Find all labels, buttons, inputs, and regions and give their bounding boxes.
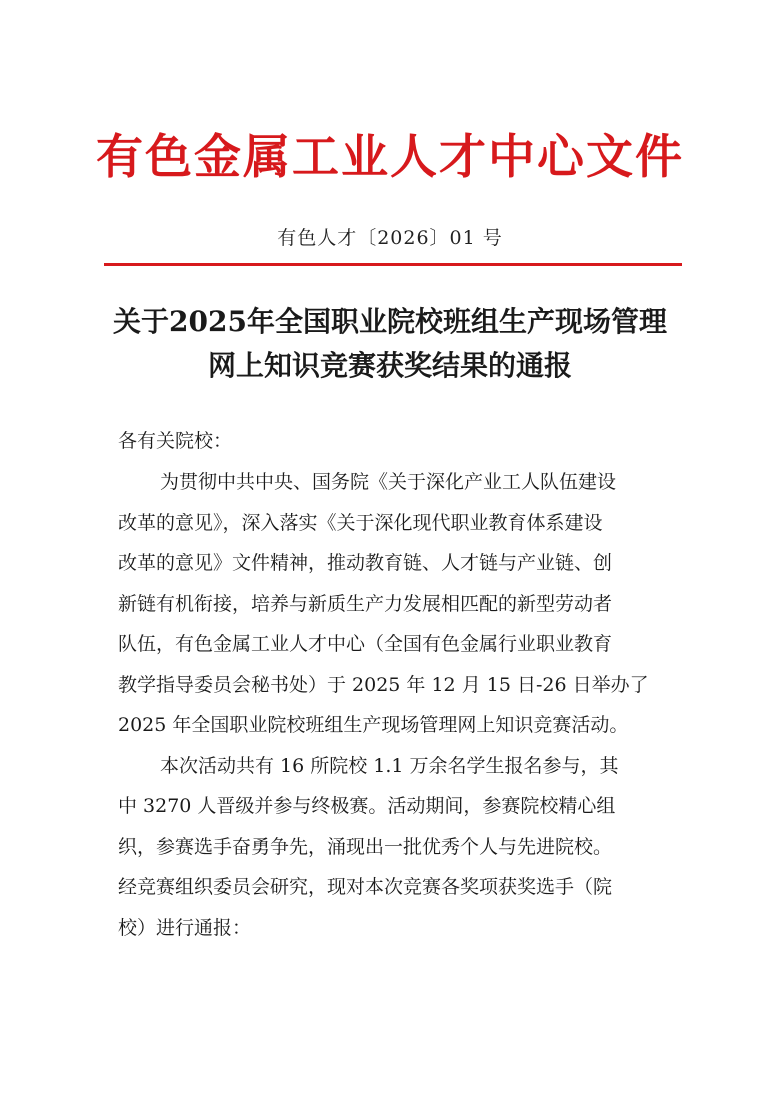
paragraph-2-line: 中 3270 人晋级并参与终极赛。活动期间，参赛院校精心组	[118, 795, 616, 817]
paragraph-2-line: 经竞赛组织委员会研究，现对本次竞赛各奖项获奖选手（院	[118, 876, 613, 898]
org-document-header: 有色金属工业人才中心文件	[96, 130, 684, 185]
paragraph-1-line: 2025 年全国职业院校班组生产现场管理网上知识竞赛活动。	[118, 714, 629, 736]
title-line-1: 关于2025年全国职业院校班组生产现场管理	[113, 305, 667, 338]
paragraph-2-line: 织，参赛选手奋勇争先，涌现出一批优秀个人与先进院校。	[118, 835, 613, 858]
paragraph-1-line: 为贯彻中共中央、国务院《关于深化产业工人队伍建设	[160, 471, 617, 493]
title-line-2: 网上知识竞赛获奖结果的通报	[207, 349, 572, 382]
paragraph-1-line: 改革的意见》文件精神，推动教育链、人才链与产业链、创	[118, 552, 613, 574]
paragraph-1-line: 新链有机衔接，培养与新质生产力发展相匹配的新型劳动者	[118, 592, 613, 615]
paragraph-1-line: 教学指导委员会秘书处）于 2025 年 12 月 15 日-26 日举办了	[118, 673, 649, 696]
paragraph-2-line: 校）进行通报：	[118, 916, 252, 939]
salutation: 各有关院校：	[118, 430, 233, 452]
paragraph-1-line: 改革的意见》，深入落实《关于深化现代职业教育体系建设	[118, 511, 603, 534]
red-divider-rule	[104, 263, 682, 266]
paragraph-1-line: 队伍，有色金属工业人才中心（全国有色金属行业职业教育	[118, 633, 613, 655]
notice-title	[100, 300, 680, 388]
document-number: 有色人才〔2026〕01 号	[277, 227, 503, 249]
body-text	[118, 462, 664, 948]
paragraph-2-line: 本次活动共有 16 所院校 1.1 万余名学生报名参与，其	[160, 754, 619, 777]
